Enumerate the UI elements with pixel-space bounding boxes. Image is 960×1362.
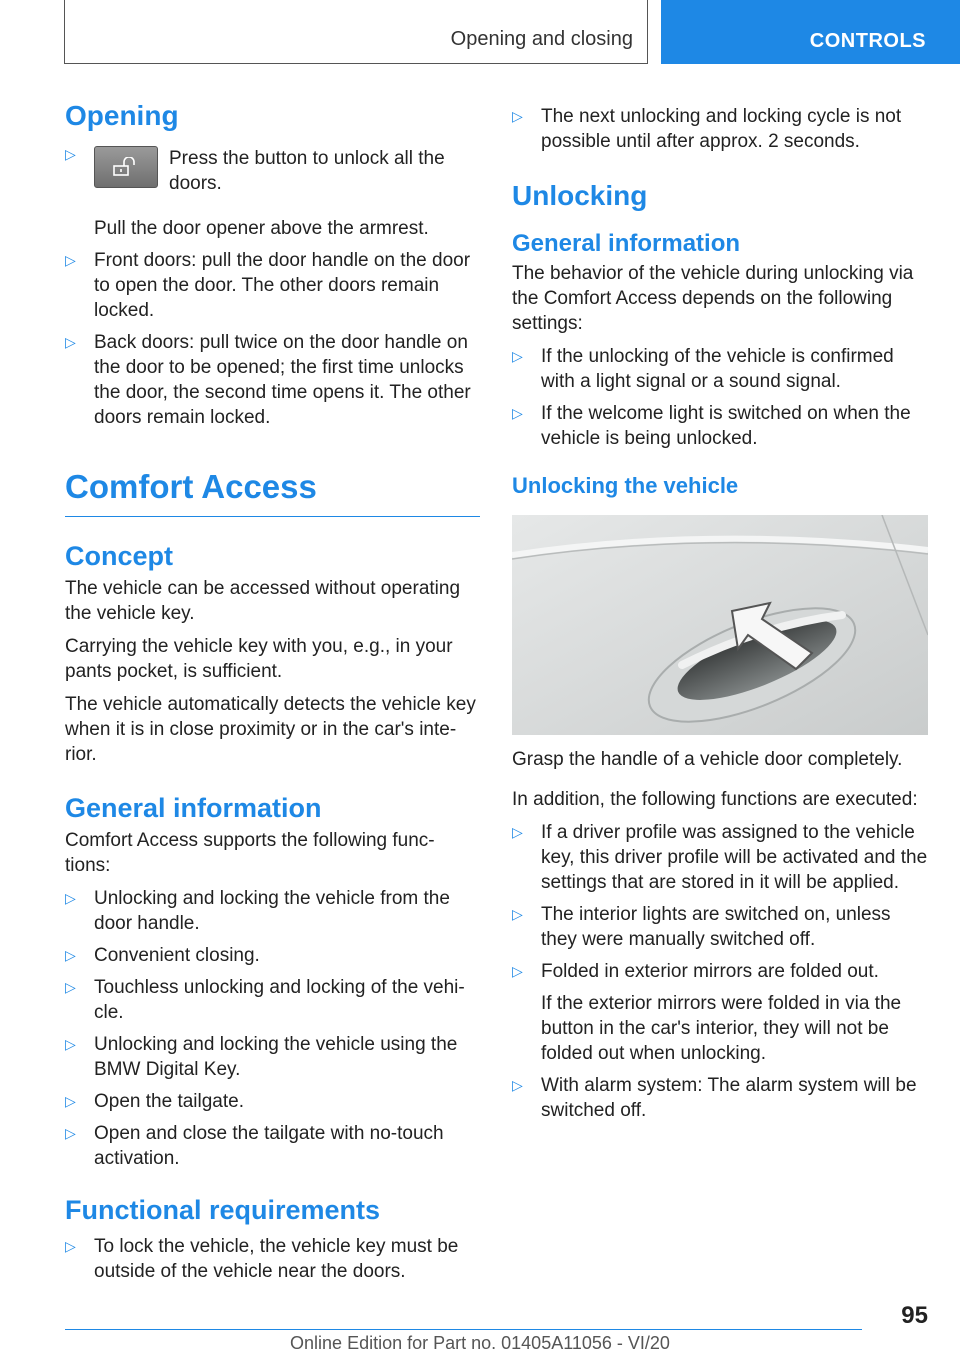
header-chapter-label: CONTROLS [809, 30, 926, 52]
functional-requirements-heading: Functional requirements [65, 1195, 381, 1225]
list-item: ▷ Back doors: pull twice on the door handle on the door to be opened; the first time unlocks the door, the second time opens it. The other doors remain locked. [65, 332, 471, 428]
list-item: ▷ The next unlocking and locking cycle is not possible until after approx. 2 seconds. [512, 106, 902, 152]
bullet-icon: ▷ [65, 146, 76, 162]
header-section-box [64, 0, 648, 64]
list-item: ▷ Unlocking and locking the vehicle from the door handle. [65, 888, 450, 934]
unlocking-heading: Unlocking [512, 180, 648, 211]
page-number: 95 [901, 1302, 928, 1329]
bullet-icon: ▷ [65, 1125, 76, 1141]
general-information-paragraph: Comfort Access supports the following func‐ tions: [65, 830, 435, 876]
list-item: ▷ Folded in exterior mirrors are folded out. If the exterior mirrors were folded in via the button in the car's interior, they will not be folded out when unlocking. [512, 959, 928, 1066]
list-item: ▷ Touchless unlocking and locking of the vehi‐ cle. [65, 977, 465, 1023]
door-handle-photo [512, 515, 928, 735]
bullet-icon: ▷ [512, 906, 523, 922]
bullet-icon: ▷ [512, 824, 523, 840]
list-item: ▷ Convenient closing. [65, 945, 260, 966]
list-item: ▷ To lock the vehicle, the vehicle key must be outside of the vehicle near the doors. [65, 1236, 459, 1282]
right-column [512, 104, 928, 1123]
bullet-icon: ▷ [512, 963, 523, 979]
general-information-paragraph: The behavior of the vehicle during unlocking via the Comfort Access depends on the following settings: [512, 263, 914, 334]
bullet-icon: ▷ [512, 108, 523, 124]
list-item: ▷ Front doors: pull the door handle on the door to open the door. The other doors remain locked. [65, 250, 471, 321]
footer-divider [65, 1329, 862, 1330]
bullet-icon: ▷ [512, 1077, 523, 1093]
addition-paragraph: In addition, the following functions are executed: [512, 789, 918, 810]
left-column [65, 100, 480, 1284]
bullet-icon: ▷ [65, 1036, 76, 1052]
footer-edition: Online Edition for Part no. 01405A11056 - VI/20 [290, 1333, 670, 1353]
concept-heading: Concept [65, 541, 173, 571]
concept-paragraph-2: Carrying the vehicle key with you, e.g., in your pants pocket, is sufficient. [65, 636, 453, 682]
functions-list [65, 886, 480, 1171]
door-handle-illustration [512, 515, 928, 735]
opening-item-1-sub: Pull the door opener above the armrest. [94, 218, 429, 239]
opening-heading: Opening [65, 100, 179, 131]
settings-list [512, 344, 928, 451]
list-item: ▷ If the unlocking of the vehicle is confirmed with a light signal or a sound signal. [512, 346, 894, 392]
list-item: ▷ If a driver profile was assigned to the vehicle key, this driver profile will be activated and the settings that are stored in it will be applied. [512, 822, 928, 893]
general-information-heading: General information [65, 793, 322, 823]
list-item: ▷ If the welcome light is switched on when the vehicle is being unlocked. [512, 403, 911, 449]
list-item: ▷ Unlocking and locking the vehicle using the BMW Digital Key. [65, 1034, 458, 1080]
comfort-access-heading: Comfort Access [65, 468, 317, 505]
requirements-list [65, 1234, 480, 1284]
concept-paragraph-1: The vehicle can be accessed without operating the vehicle key. [65, 578, 461, 624]
opening-item-1-text: Press the button to unlock all the doors. [169, 148, 445, 194]
bullet-icon: ▷ [512, 348, 523, 364]
grasp-instruction: Grasp the handle of a vehicle door completely. [512, 749, 903, 770]
unlocking-vehicle-heading: Unlocking the vehicle [512, 473, 739, 498]
bullet-icon: ▷ [512, 405, 523, 421]
unlock-button-image [94, 146, 158, 188]
exec-item-3-sub: If the exterior mirrors were folded in via the button in the car's interior, they will not be folded out when unlocking. [541, 993, 902, 1064]
bullet-icon: ▷ [65, 890, 76, 906]
bullet-icon: ▷ [65, 334, 76, 350]
general-information-heading: General information [512, 230, 741, 257]
unlock-icon [113, 157, 139, 177]
concept-paragraph-3: The vehicle automatically detects the vehicle key when it is in close proximity or in the car's inte‐ rior. [65, 694, 476, 765]
list-item: ▷ With alarm system: The alarm system will be switched off. [512, 1075, 917, 1121]
header-chapter-tab [661, 0, 960, 64]
title-divider [65, 516, 480, 517]
bullet-icon: ▷ [65, 947, 76, 963]
opening-item-1 [65, 146, 480, 216]
executed-functions-list [512, 820, 928, 1123]
bullet-icon: ▷ [65, 252, 76, 268]
bullet-icon: ▷ [65, 1238, 76, 1254]
opening-list [65, 248, 480, 430]
list-item: ▷ Open and close the tailgate with no-touch activation. [65, 1123, 444, 1169]
bullet-icon: ▷ [65, 1093, 76, 1109]
header-section-title: Opening and closing [450, 28, 633, 50]
bullet-icon: ▷ [65, 979, 76, 995]
list-item: ▷ The interior lights are switched on, unless they were manually switched off. [512, 904, 891, 950]
list-item: ▷ Open the tailgate. [65, 1091, 244, 1112]
cycle-list [512, 104, 928, 154]
